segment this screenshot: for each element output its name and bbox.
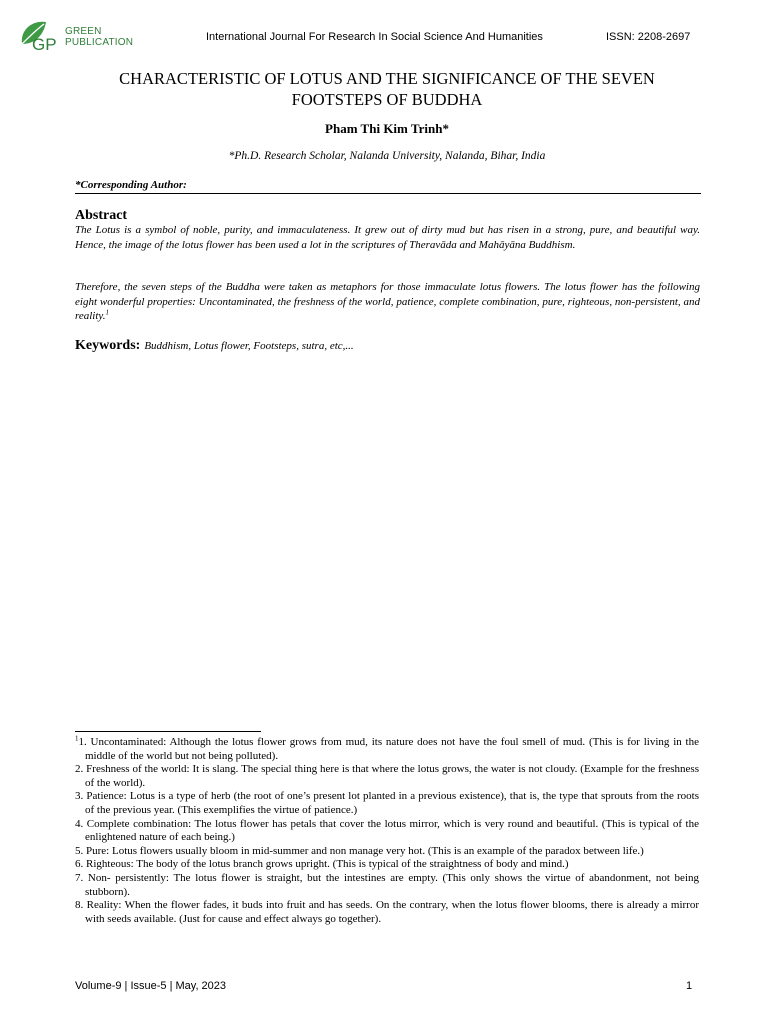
author-affiliation: *Ph.D. Research Scholar, Nalanda University, Nalanda, Bihar, India	[228, 150, 546, 162]
footnote-reference[interactable]: 1	[105, 308, 109, 317]
leaf-icon	[18, 16, 66, 56]
keywords-text: Buddhism, Lotus flower, Footsteps, sutra, etc,...	[144, 340, 354, 352]
author-name: Pham Thi Kim Trinh*	[325, 121, 449, 136]
corresponding-author: *Corresponding Author:	[75, 179, 187, 191]
logo-wordmark	[65, 26, 133, 48]
footnote-item: $^1$1. Uncontaminated: Although the lotus flower grows from mud, its nature does not have the foul smell of mud. (This is for living in the middle of the world but not being polluted).	[75, 734, 699, 762]
logo-line-1: GREEN	[65, 26, 102, 37]
footnote-item: 3. Patience: Lotus is a type of herb (the root of one’s present lot planted in a previous existence), that is, the type that sprouts from the roots of the previous year. (This exemplifies the virtue of patience.)	[75, 790, 699, 816]
footnotes	[75, 736, 699, 926]
keywords-label: Keywords:	[75, 338, 141, 353]
footnote-divider	[75, 731, 261, 732]
footnote-item: 2. Freshness of the world: It is slang. The special thing here is that where the lotus grows, the water is not cloudy. (Example for the freshness of the world).	[75, 763, 699, 789]
paper-title	[75, 68, 699, 110]
journal-name: International Journal For Research In Social Science And Humanities	[206, 31, 543, 43]
abstract-paragraph-2	[75, 280, 700, 324]
publisher-logo	[18, 16, 143, 56]
footnote-item: 7. Non- persistently: The lotus flower is straight, but the intestines are empty. (This only shows the virtue of abandonment, not being stubborn).	[75, 871, 699, 898]
footnote-item: 8. Reality: When the flower fades, it buds into fruit and has seeds. On the contrary, when the lotus flower blooms, there is already a mirror with seeds available. (Just for cause and effect always go together).	[75, 899, 699, 925]
footnote-mark: 1	[75, 734, 79, 743]
footnote-item: 4. Complete combination: The lotus flower has petals that cover the lotus mirror, which is very round and beautiful. (This is typical of the enlightened nature of each being.)	[75, 817, 699, 844]
title-line-1: CHARACTERISTIC OF LOTUS AND THE SIGNIFICANCE OF THE SEVEN	[119, 69, 655, 88]
volume-issue: Volume-9 | Issue-5 | May, 2023	[75, 980, 227, 992]
page-number: 1	[686, 980, 693, 992]
footnote-item: 5. Pure: Lotus flowers usually bloom in mid-summer and non manage very hot. (This is an example of the paradox between life.)	[75, 844, 644, 857]
abstract-paragraph-1: The Lotus is a symbol of noble, purity, and immaculateness. It grew out of dirty mud but has risen in a strong, pure, and beautiful way. Hence, the image of the lotus flower has been used a lot in the scriptures of Theravāda and Mahāyāna Buddhism.	[75, 224, 700, 251]
header-divider	[75, 193, 701, 194]
abstract-paragraph-2-text: Therefore, the seven steps of the Buddha were taken as metaphors for those immaculate lotus flowers. The lotus flower has the following eight wonderful properties: Uncontaminated, the freshness of the world, patience, complete combination, pure, righteous, non-persistent, and reality.	[75, 281, 700, 322]
abstract-heading: Abstract	[75, 208, 128, 223]
issn: ISSN: 2208-2697	[606, 31, 691, 43]
keywords	[75, 336, 354, 354]
footnote-item: 6. Righteous: The body of the lotus branch grows upright. (This is typical of the straightness of body and mind.)	[75, 858, 569, 871]
svg-text:GP: GP	[32, 35, 57, 54]
logo-line-2: PUBLICATION	[65, 37, 134, 48]
title-line-2: FOOTSTEPS OF BUDDHA	[291, 90, 483, 109]
